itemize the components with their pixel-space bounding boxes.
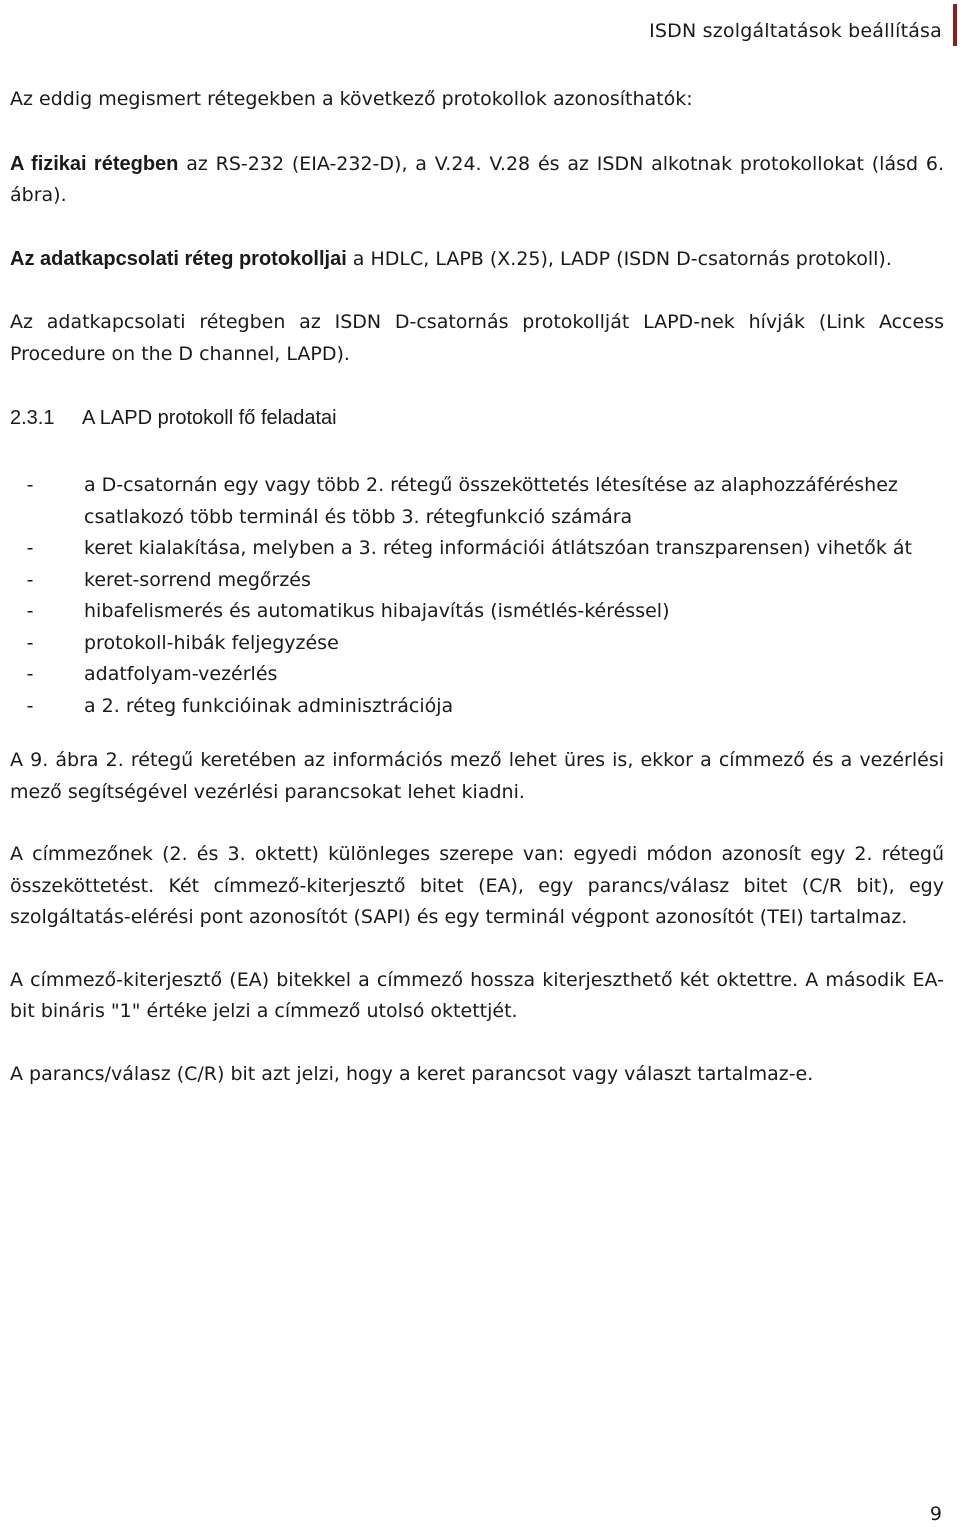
list-item (10, 659, 944, 691)
list-item-text: keret kialakítása, melyben a 3. réteg információi átlátszóan transzparensen) vihetők át (84, 537, 912, 559)
list-item-text: protokoll-hibák feljegyzése (84, 631, 339, 654)
list-dash: - (26, 537, 34, 559)
list-item-text: hibafelismerés és automatikus hibajavítás (ismétlés-kéréssel) (84, 600, 670, 622)
section-heading (10, 402, 944, 434)
header-title: ISDN szolgáltatások beállítása (649, 20, 942, 42)
physical-layer-text: az RS-232 (EIA-232-D), a V.24. V.28 és az ISDN alkotnak protokollokat (lásd 6. ábra). (10, 152, 945, 206)
list-item-text: a 2. réteg funkcióinak adminisztrációja (84, 694, 454, 717)
list-dash: - (26, 631, 34, 654)
list-item (10, 691, 944, 723)
lapd-paragraph: Az adatkapcsolati rétegben az ISDN D-csatornás protokollját LAPD-nek hívják (Link Access Procedure on the D channel, LAPD). (10, 311, 944, 365)
list-dash: - (26, 474, 34, 496)
list-dash: - (26, 568, 34, 591)
header-accent-rule (953, 4, 957, 46)
page-header (0, 0, 960, 46)
list-item (10, 565, 944, 597)
intro-paragraph: Az eddig megismert rétegekben a következő protokollok azonosíthatók: (10, 88, 693, 110)
list-item-text: adatfolyam-vezérlés (84, 663, 278, 685)
datalink-paragraph (10, 244, 944, 276)
page-number: 9 (929, 1503, 942, 1525)
list-item (10, 628, 944, 660)
list-item-text: keret-sorrend megőrzés (84, 568, 311, 591)
ea-bits-paragraph: A címmező-kiterjesztő (EA) bitekkel a címmező hossza kiterjeszthető két oktettre. A második EA-bit bináris "1" értéke jelzi a címmező utolsó oktettjét. (10, 968, 944, 1022)
datalink-text: a HDLC, LAPB (X.25), LADP (ISDN D-csatornás protokoll). (346, 247, 892, 270)
list-item (10, 470, 944, 533)
physical-layer-paragraph (10, 149, 944, 212)
list-dash: - (26, 663, 34, 685)
address-field-paragraph: A címmezőnek (2. és 3. oktett) különleges szerepe van: egyedi módon azonosít egy 2. rétegű összeköttetést. Két címmező-kiterjesztő bitet (EA), egy parancs/válasz bitet (C/R bit), egy szolgáltatás-elérési pont azonosítót (SAPI) és egy terminál végpont azonosítót (TEI) tartalmaz. (10, 843, 944, 928)
cr-bit-paragraph: A parancs/válasz (C/R) bit azt jelzi, hogy a keret parancsot vagy választ tartalmaz-e. (10, 1062, 814, 1085)
physical-layer-lead: A fizikai rétegben (10, 152, 179, 175)
section-number: 2.3.1 (10, 407, 55, 429)
task-list (10, 470, 944, 722)
list-dash: - (26, 694, 34, 717)
frame-info-paragraph: A 9. ábra 2. rétegű keretében az információs mező lehet üres is, ekkor a címmező és a vezérlési mező segítségével vezérlési parancsokat lehet kiadni. (10, 749, 944, 803)
section-title: A LAPD protokoll fő feladatai (82, 407, 337, 429)
list-item-text: a D-csatornán egy vagy több 2. rétegű összeköttetés létesítése az alaphozzáféréshez csatlakozó több terminál és több 3. rétegfunkció számára (84, 474, 898, 528)
datalink-lead: Az adatkapcsolati réteg protokolljai (10, 247, 347, 270)
list-dash: - (26, 600, 34, 622)
document-body (10, 84, 944, 1090)
list-item (10, 533, 944, 565)
list-item (10, 596, 944, 628)
